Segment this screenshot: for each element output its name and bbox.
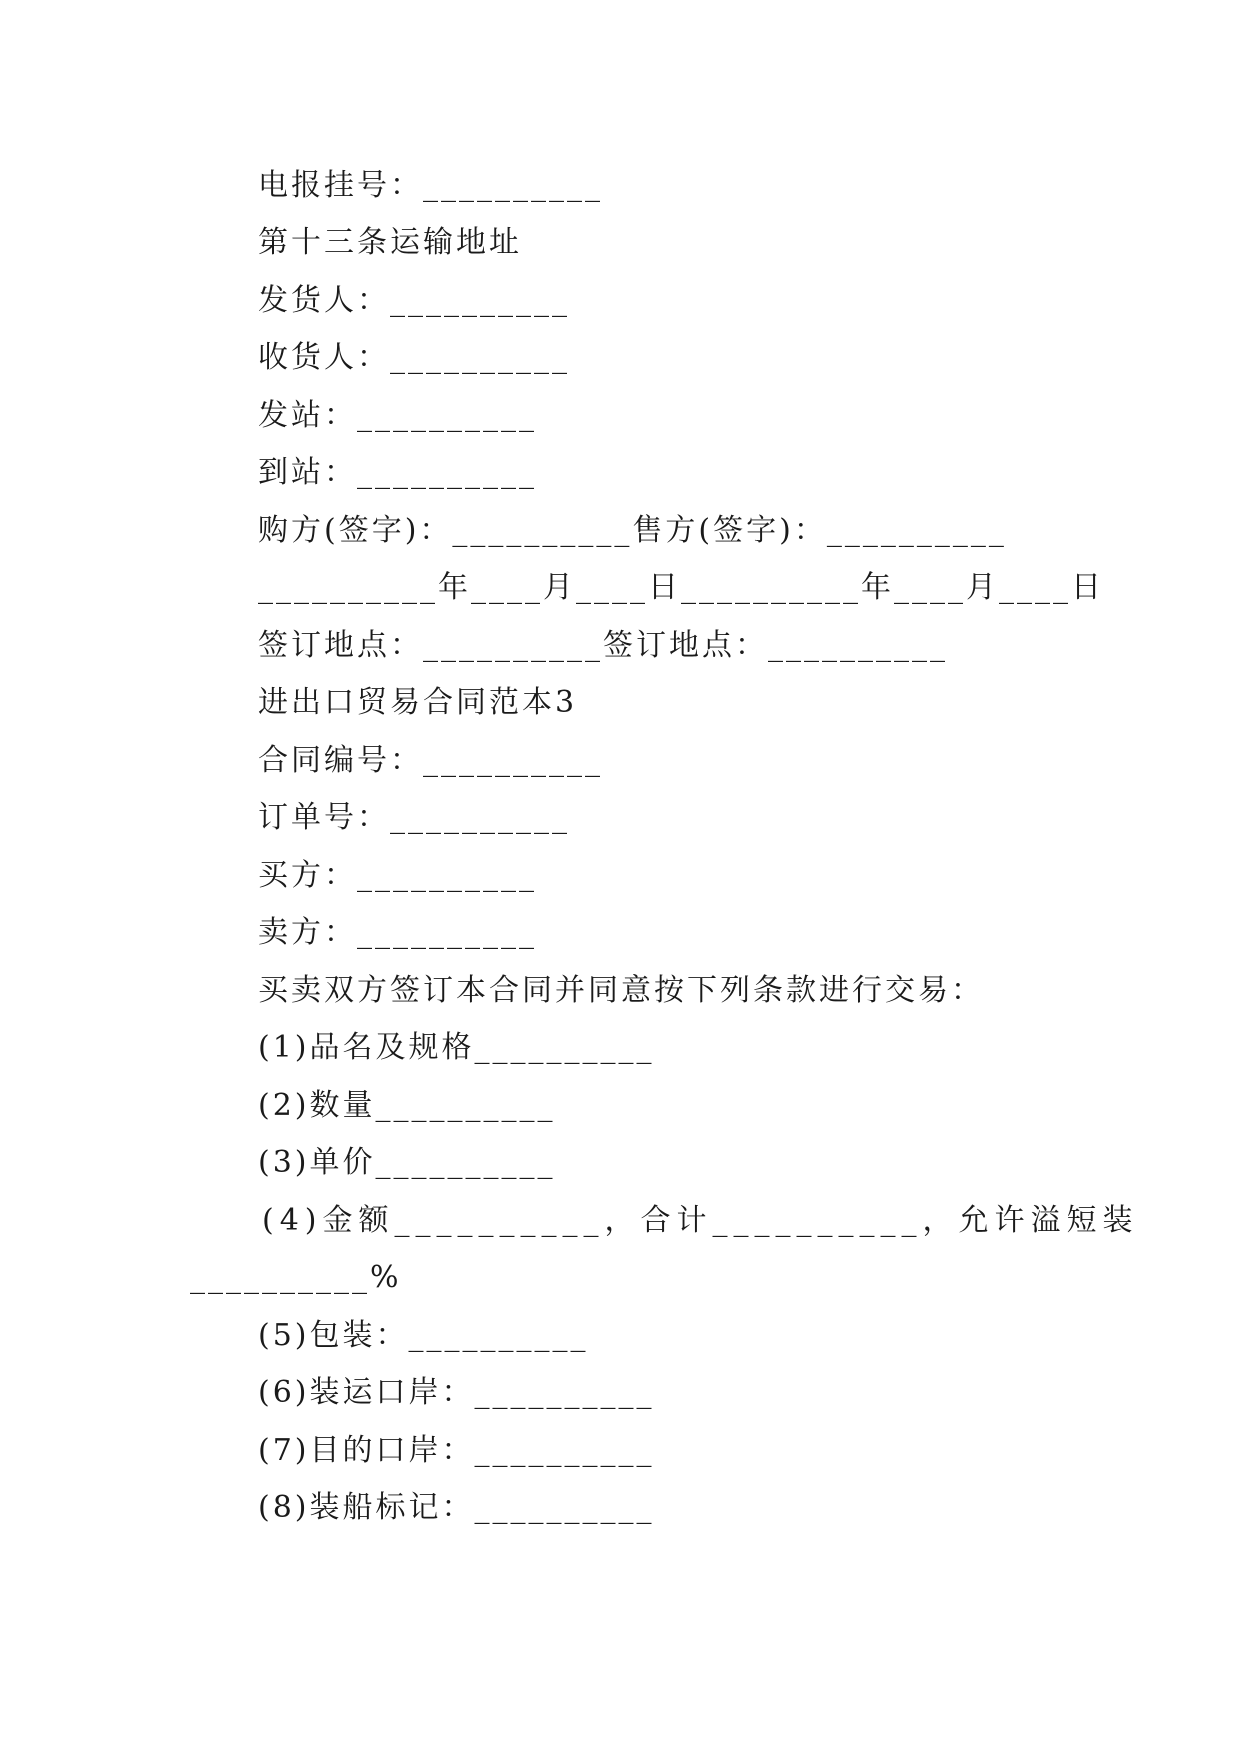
signing-place-line: 签订地点：__________签订地点：__________: [258, 628, 948, 663]
arrival-station-line: 到站：__________: [258, 455, 537, 490]
contract-number-line: 合同编号：__________: [258, 743, 603, 778]
item-8-line: (8)装船标记：__________: [258, 1490, 655, 1525]
seller-line: 卖方：__________: [258, 915, 537, 950]
order-number-line: 订单号：__________: [258, 800, 570, 835]
item-7-line: (7)目的口岸：__________: [258, 1433, 655, 1468]
shipper-line: 发货人：__________: [258, 283, 570, 318]
item-6-line: (6)装运口岸：__________: [258, 1375, 655, 1410]
item-5-line: (5)包装：__________: [258, 1318, 589, 1353]
telegraph-code-line: 电报挂号：__________: [258, 168, 603, 203]
item-4-continuation: __________%: [190, 1260, 402, 1295]
buyer-line: 买方：__________: [258, 858, 537, 893]
item-2-line: (2)数量__________: [258, 1088, 556, 1123]
date-line: __________年____月____日__________年____月____日: [258, 570, 1104, 605]
section-title: 进出口贸易合同范本3: [258, 685, 578, 720]
agreement-intro: 买卖双方签订本合同并同意按下列条款进行交易：: [258, 973, 984, 1008]
departure-station-line: 发站：__________: [258, 398, 537, 433]
clause-13-heading: 第十三条运输地址: [258, 225, 522, 260]
item-3-line: (3)单价__________: [258, 1145, 556, 1180]
signature-line: 购方(签字)：__________售方(签字)：__________: [258, 513, 1007, 548]
item-1-line: (1)品名及规格__________: [258, 1030, 655, 1065]
item-4-line: (4)金额__________，合计__________，允许溢短装: [262, 1203, 1139, 1238]
consignee-line: 收货人：__________: [258, 340, 570, 375]
